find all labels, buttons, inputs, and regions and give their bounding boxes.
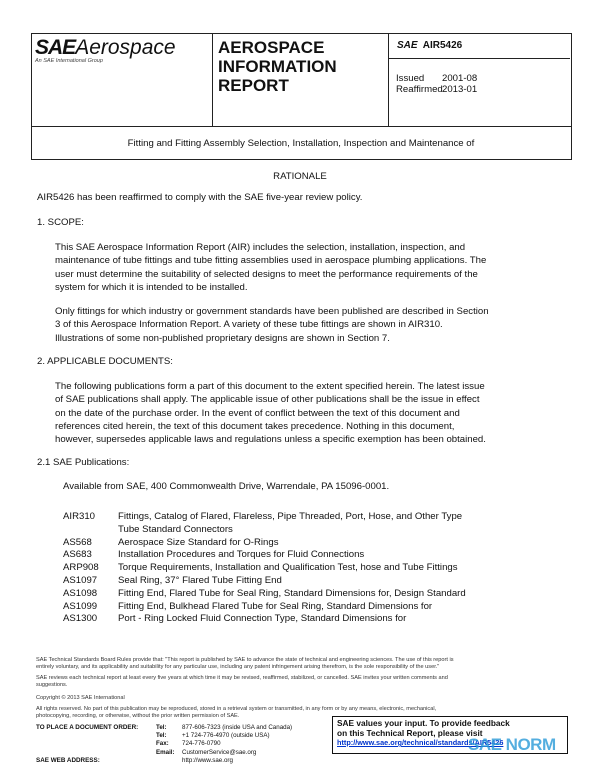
issued-date: 2001-08 <box>442 73 478 84</box>
text-line: Installation Procedures and Torques for Fluid Connections <box>118 549 365 561</box>
text-line: 877-606-7323 (inside USA and Canada) <box>182 724 293 731</box>
email-link[interactable]: CustomerService@sae.org <box>182 748 257 756</box>
issued-label: Issued <box>396 73 425 84</box>
text-line: AS1098 <box>63 587 98 599</box>
text-line: +1 724-776-4970 (outside USA) <box>182 732 270 740</box>
reference-item <box>63 537 466 550</box>
text-line: Seal Ring, 37° Flared Tube Fitting End <box>118 574 282 586</box>
text-line: AIR310 <box>63 511 95 522</box>
text-line: entirely voluntary, and its applicability and suitability for any particular use, including any patent infringement arising therefrom, is the sole responsibility of the user." <box>36 664 440 670</box>
title-line: AEROSPACE <box>218 38 325 57</box>
web-address-link[interactable]: http://www.sae.org <box>182 756 233 764</box>
text-line: system for which it is intended to be installed. <box>55 281 248 293</box>
reaffirmed-date: 2013-01 <box>442 84 478 95</box>
text-line: Tube Standard Connectors <box>118 523 233 535</box>
text-line: however, supersedes applicable laws and regulations unless a specific exemption has been obtained. <box>55 434 486 446</box>
available-from: Available from SAE, 400 Commonwealth Drive, Warrendale, PA 15096-0001. <box>63 481 390 492</box>
reaffirmed-label: Reaffirmed <box>396 84 443 95</box>
reference-item <box>63 575 466 588</box>
feedback-link[interactable]: http://www.sae.org/technical/standards/AIR5426 <box>337 738 504 747</box>
text-line: Fitting End, Flared Tube for Seal Ring, Standard Dimensions for, Design Standard <box>118 587 466 599</box>
order-label: TO PLACE A DOCUMENT ORDER: <box>36 724 139 731</box>
divider <box>388 58 570 59</box>
text-line: AS1099 <box>63 600 98 612</box>
doc-number: AIR5426 <box>422 40 463 51</box>
reference-item <box>63 562 466 575</box>
scope-paragraph-2 <box>55 305 489 345</box>
rationale-heading: RATIONALE <box>273 171 327 182</box>
text-line: SAE reviews each technical report at least every five years at which time it may be revised, reaffirmed, stabilized, or cancelled. SAE invites your written comments and <box>36 675 448 681</box>
text-line: Fax: <box>156 740 169 748</box>
document-subject: Fitting and Fitting Assembly Selection, Installation, Inspection and Maintenance of <box>127 138 475 149</box>
sae-small-logo: SAE <box>397 40 418 51</box>
text-line: AS568 <box>63 536 92 548</box>
text-line: references cited herein, the text of this document takes precedence. Nothing in this document, <box>55 420 455 432</box>
text-line: SAE Technical Standards Board Rules provide that: "This report is published by SAE to advance the state of technical and engineering sciences. The use of this report is <box>36 657 454 663</box>
reference-item <box>63 588 466 601</box>
sae-aerospace-logo <box>35 36 176 64</box>
text-line: SAE values your input. To provide feedback <box>337 718 510 728</box>
text-line: Only fittings for which industry or government standards have been published are described in Section <box>55 306 489 317</box>
text-line: Illustrations of some non-published proprietary designs are shown in Section 7. <box>55 332 390 344</box>
reference-item <box>63 524 466 537</box>
reference-list <box>63 511 466 626</box>
text-line: This SAE Aerospace Information Report (AIR) includes the selection, installation, inspection, and <box>55 242 466 253</box>
text-line: 3 of this Aerospace Information Report. A variety of these tube fittings are shown in AIR310. <box>55 319 443 331</box>
title-line: REPORT <box>218 76 289 95</box>
doc-number-block <box>397 40 462 51</box>
reference-item <box>63 613 466 626</box>
scope-paragraph-1 <box>55 241 486 294</box>
logo-sae: SAE <box>35 36 76 59</box>
text-line: photocopying, recording, or otherwise, without the prior written permission of SAE. <box>36 713 240 719</box>
footer-rules <box>36 657 454 671</box>
reference-item <box>63 601 466 614</box>
text-line: user must determine the suitability of selected designs to meet the performance requirements of the <box>55 268 478 280</box>
text-line: ARP908 <box>63 562 99 574</box>
reference-item <box>63 511 466 524</box>
title-line: INFORMATION <box>218 57 337 76</box>
text-line: maintenance of tube fittings and tube fitting assemblies used in aerospace plumbing applications. The <box>55 255 487 267</box>
divider <box>31 126 571 127</box>
text-line: AS1097 <box>63 574 98 586</box>
text-line: of SAE publications shall apply. The applicable issue of other publications shall be the issue in effect <box>55 394 480 406</box>
logo-aerospace: Aerospace <box>75 36 176 59</box>
text-line: Torque Requirements, Installation and Qualification Test, hose and Tube Fittings <box>118 562 458 574</box>
text-line: AS683 <box>63 549 92 561</box>
text-line: Tel: <box>156 732 167 740</box>
footer-copyright: Copyright © 2013 SAE International <box>36 695 125 701</box>
divider <box>212 33 213 126</box>
web-label: SAE WEB ADDRESS: <box>36 757 100 764</box>
footer-review <box>36 675 448 689</box>
text-line: AS1300 <box>63 613 98 625</box>
subsection-heading: 2.1 SAE Publications: <box>37 457 130 468</box>
rationale-text: AIR5426 has been reaffirmed to comply with the SAE five-year review policy. <box>37 192 363 203</box>
section-heading: 1. SCOPE: <box>37 217 84 228</box>
text-line: suggestions. <box>36 682 68 688</box>
report-type-title <box>218 38 337 95</box>
dates-block <box>396 73 477 95</box>
text-line: Aerospace Size Standard for O-Rings <box>118 536 279 548</box>
text-line: on the date of the purchase order. In the event of conflict between the text of this document and <box>55 407 460 419</box>
applicable-paragraph <box>55 380 486 446</box>
reference-item <box>63 549 466 562</box>
text-line: Tel: <box>156 724 167 731</box>
order-contacts <box>156 724 292 765</box>
text-line: Email: <box>156 748 175 756</box>
text-line: The following publications form a part of this document to the extent specified herein. The latest issue <box>55 381 485 392</box>
text-line: 724-776-0790 <box>182 740 221 748</box>
section-heading: 2. APPLICABLE DOCUMENTS: <box>37 356 173 367</box>
text-line: on this Technical Report, please visit <box>337 727 483 738</box>
text-line: Fittings, Catalog of Flared, Flareless, Pipe Threaded, Port, Hose, and Other Type <box>118 511 463 522</box>
text-line: Fitting End, Bulkhead Flared Tube for Seal Ring, Standard Dimensions for <box>118 600 433 612</box>
watermark: SAE NORM <box>468 735 556 754</box>
text-line: All rights reserved. No part of this publication may be reproduced, stored in a retrieval system or transmitted, in any form or by any means, electronic, mechanical, <box>36 706 437 712</box>
logo-subtitle: An SAE International Group <box>35 58 103 64</box>
text-line: Port - Ring Locked Fluid Connection Type, Standard Dimensions for <box>118 613 407 625</box>
divider <box>388 33 389 126</box>
